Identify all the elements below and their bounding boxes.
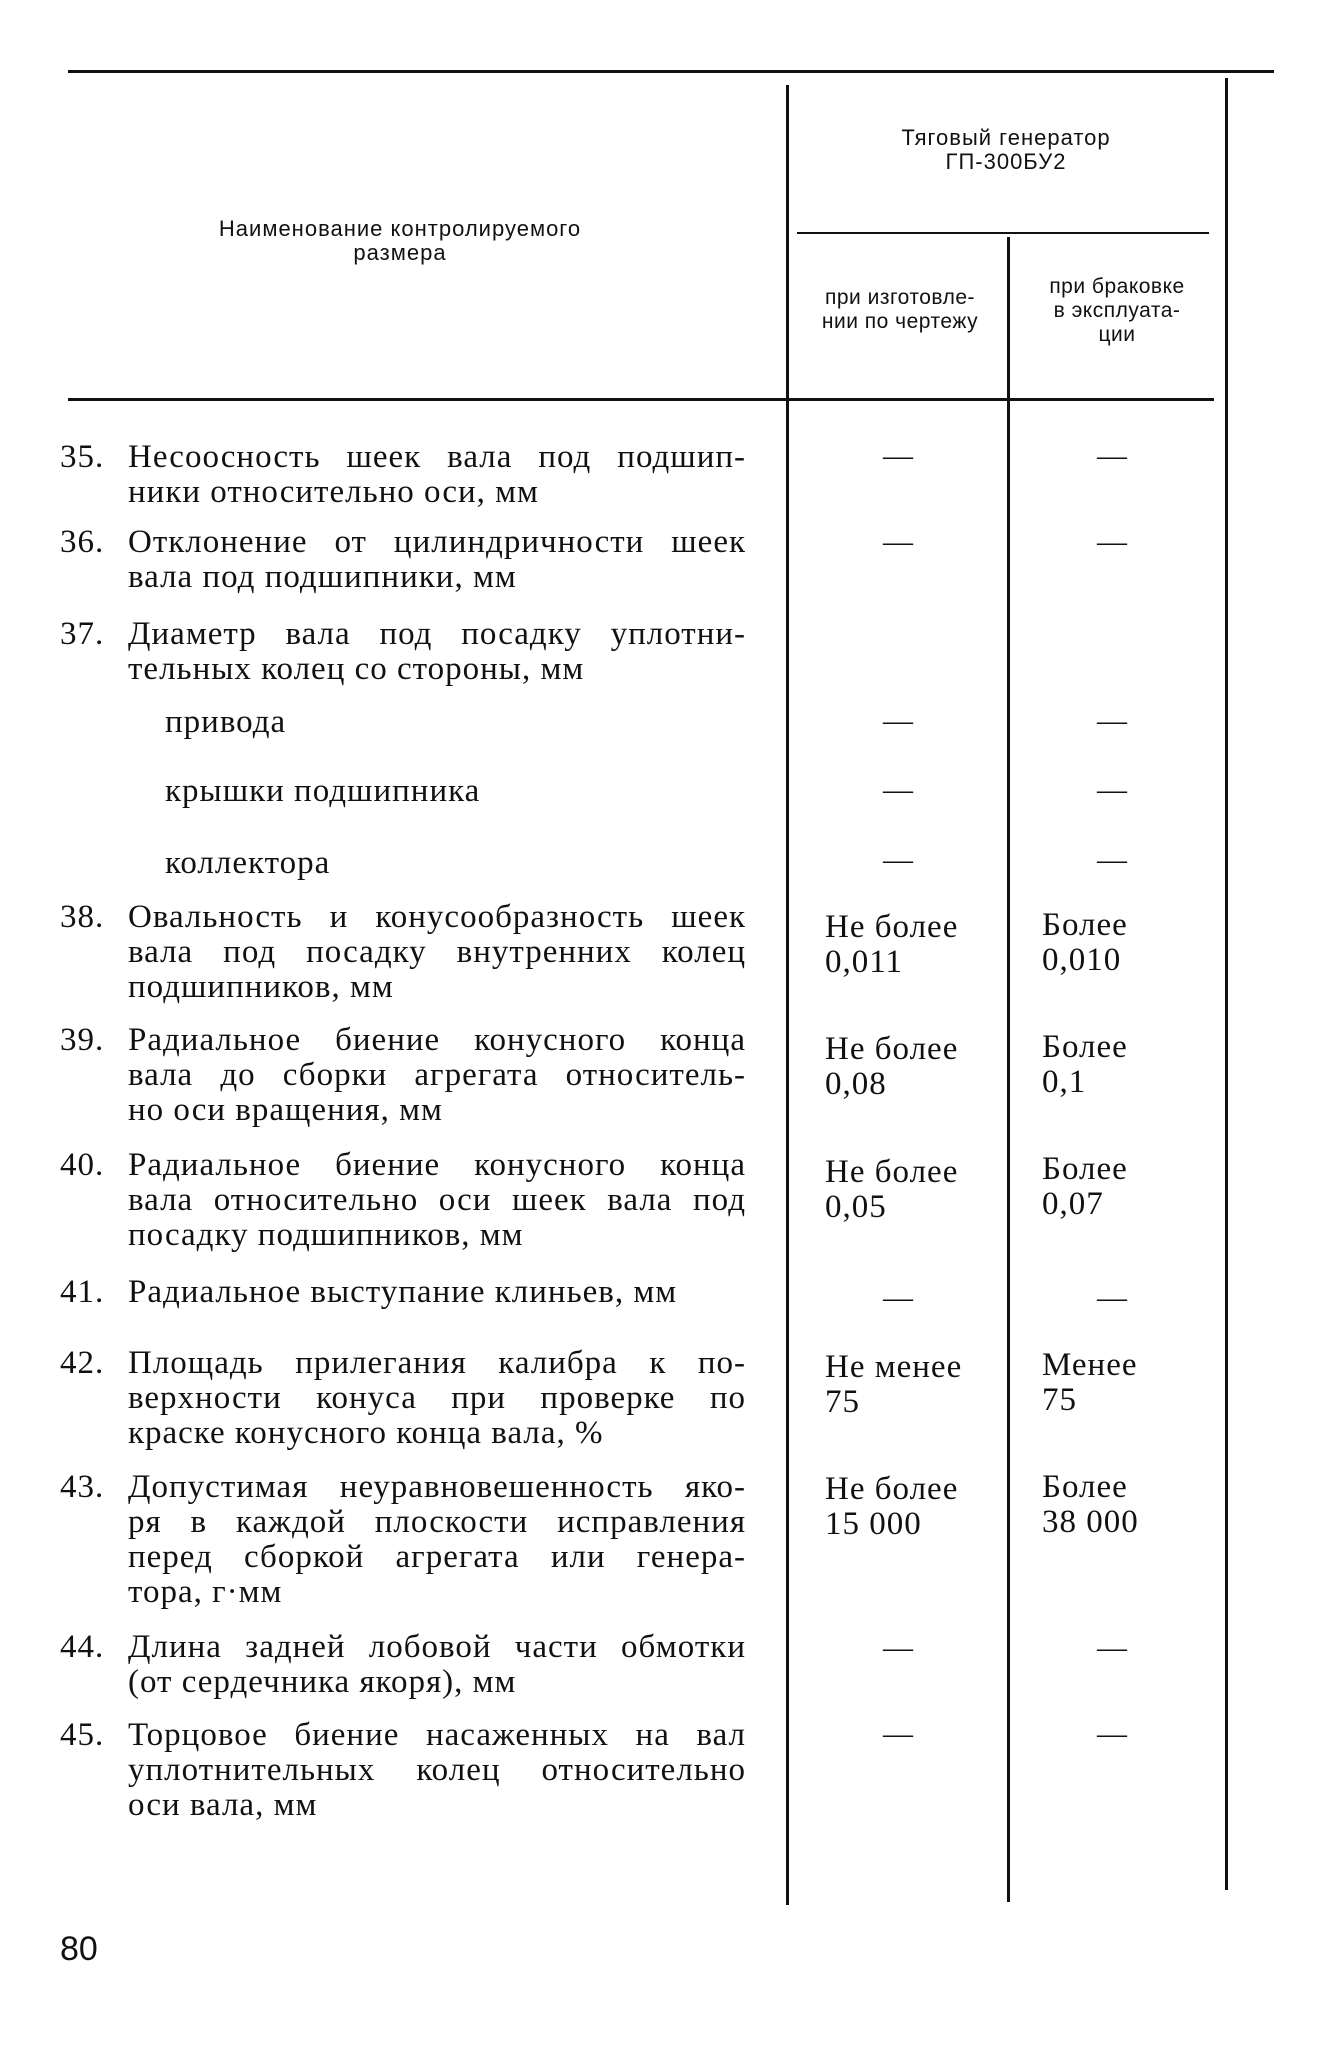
row-44-reject: — <box>1097 1631 1127 1664</box>
row-40-reject <box>1042 1152 1242 1222</box>
row-38-line-1: Овальность и конусообразность шеек <box>128 899 746 935</box>
row-40-description <box>128 1148 746 1253</box>
row-36-reject: — <box>1097 525 1127 558</box>
row-40-line-1: Радиальное биение конусного конца <box>128 1147 746 1183</box>
row-39-line-3: но оси вращения, мм <box>128 1092 443 1128</box>
row-42-reject-line-2: 75 <box>1042 1382 1077 1418</box>
row-39-line-1: Радиальное биение конусного конца <box>128 1022 746 1058</box>
row-45-manufacture: — <box>883 1717 913 1750</box>
row-38-reject-line-1: Более <box>1042 907 1128 943</box>
row-43-line-2: ря в каждой плоскости исправления <box>128 1504 746 1540</box>
row-36-line-1: Отклонение от цилиндричности шеек <box>128 524 746 560</box>
row-39-description <box>128 1023 746 1128</box>
row-43-description <box>128 1470 746 1610</box>
header-manufacture-line-2: нии по чертежу <box>821 310 979 333</box>
row-38-number: 38. <box>60 899 105 935</box>
row-42-line-3: краске конусного конца вала, % <box>128 1415 604 1451</box>
row-41-number: 41. <box>60 1274 105 1310</box>
row-35-manufacture: — <box>883 439 913 472</box>
row-41-manufacture: — <box>883 1281 913 1314</box>
row-45-number: 45. <box>60 1717 105 1753</box>
row-40-reject-line-1: Более <box>1042 1151 1128 1187</box>
header-group-line-1: Тяговый генератор <box>901 125 1111 150</box>
header-reject-line-1: при браковке <box>1049 275 1185 298</box>
column-rule-1 <box>786 85 789 1905</box>
row-37-bearing-cover-reject: — <box>1097 773 1127 806</box>
row-42-manufacture-line-2: 75 <box>825 1384 860 1420</box>
row-42-reject <box>1042 1348 1242 1418</box>
row-38-manufacture-line-2: 0,011 <box>825 944 904 980</box>
header-manufacture-line-1: при изготовле- <box>824 286 976 309</box>
row-37-description <box>128 617 746 687</box>
row-39-line-2: вала до сборки агрегата относитель- <box>128 1057 746 1093</box>
row-44-line-2: (от сердечника якоря), мм <box>128 1664 517 1700</box>
row-39-reject-line-1: Более <box>1042 1029 1128 1065</box>
row-39-number: 39. <box>60 1022 105 1058</box>
row-37-sub-drive: привода <box>165 704 287 740</box>
row-43-manufacture-line-1: Не более <box>825 1471 959 1507</box>
row-36-number: 36. <box>60 524 105 560</box>
header-name-line-1: Наименование контролируемого <box>218 216 582 241</box>
row-39-reject-line-2: 0,1 <box>1042 1064 1087 1100</box>
header-name-line-2: размера <box>353 240 447 265</box>
column-rule-3 <box>1225 78 1228 1890</box>
row-37-bearing-cover-manufacture: — <box>883 773 913 806</box>
row-41-reject: — <box>1097 1281 1127 1314</box>
row-43-number: 43. <box>60 1469 105 1505</box>
row-44-description <box>128 1630 746 1700</box>
row-42-number: 42. <box>60 1345 105 1381</box>
row-41-line-1: Радиальное выступание клиньев, мм <box>128 1274 678 1310</box>
row-42-manufacture <box>825 1350 1035 1420</box>
row-43-manufacture <box>825 1472 1035 1542</box>
row-40-manufacture-line-2: 0,05 <box>825 1189 887 1225</box>
row-40-number: 40. <box>60 1147 105 1183</box>
row-40-manufacture-line-1: Не более <box>825 1154 959 1190</box>
row-42-reject-line-1: Менее <box>1042 1347 1138 1383</box>
row-39-reject <box>1042 1030 1242 1100</box>
row-36-manufacture: — <box>883 525 913 558</box>
row-45-reject: — <box>1097 1717 1127 1750</box>
row-39-manufacture-line-2: 0,08 <box>825 1066 887 1102</box>
row-38-reject <box>1042 908 1242 978</box>
row-44-line-1: Длина задней лобовой части обмотки <box>128 1629 746 1665</box>
top-rule <box>68 70 1274 73</box>
header-reject <box>1012 275 1222 347</box>
row-35-line-2: ники относительно оси, мм <box>128 474 539 510</box>
row-35-reject: — <box>1097 439 1127 472</box>
row-43-line-1: Допустимая неуравновешенность яко- <box>128 1469 746 1505</box>
row-43-reject <box>1042 1470 1242 1540</box>
row-37-sub-collector: коллектора <box>165 845 331 881</box>
row-42-manufacture-line-1: Не менее <box>825 1349 963 1385</box>
row-35-line-1: Несоосность шеек вала под подшип- <box>128 439 746 475</box>
row-38-manufacture-line-1: Не более <box>825 909 959 945</box>
header-manufacture <box>790 286 1010 334</box>
page-number: 80 <box>60 1930 98 1968</box>
row-41-description <box>128 1275 746 1310</box>
row-37-drive-manufacture: — <box>883 704 913 737</box>
row-45-description <box>128 1718 746 1823</box>
row-43-reject-line-1: Более <box>1042 1469 1128 1505</box>
row-37-collector-reject: — <box>1097 843 1127 876</box>
row-35-number: 35. <box>60 439 105 475</box>
row-42-description <box>128 1346 746 1451</box>
row-43-line-3: перед сборкой агрегата или генера- <box>128 1539 746 1575</box>
header-group-line-2: ГП-300БУ2 <box>945 149 1067 174</box>
row-36-line-2: вала под подшипники, мм <box>128 559 517 595</box>
row-38-line-2: вала под посадку внутренних колец <box>128 934 746 970</box>
row-37-drive-reject: — <box>1097 704 1127 737</box>
row-44-manufacture: — <box>883 1631 913 1664</box>
row-36-description <box>128 525 746 595</box>
header-name-column <box>150 217 650 265</box>
row-38-description <box>128 900 746 1005</box>
header-reject-line-3: ции <box>1098 323 1136 346</box>
row-44-number: 44. <box>60 1629 105 1665</box>
row-40-manufacture <box>825 1155 1035 1225</box>
row-37-sub-bearing-cover: крышки подшипника <box>165 773 481 809</box>
row-39-manufacture-line-1: Не более <box>825 1031 959 1067</box>
row-38-line-3: подшипников, мм <box>128 969 394 1005</box>
row-37-number: 37. <box>60 616 105 652</box>
header-reject-line-2: в эксплуата- <box>1053 299 1181 322</box>
row-38-manufacture <box>825 910 1035 980</box>
row-45-line-1: Торцовое биение насаженных на вал <box>128 1717 746 1753</box>
row-40-line-2: вала относительно оси шеек вала под <box>128 1182 746 1218</box>
row-39-manufacture <box>825 1032 1035 1102</box>
row-45-line-3: оси вала, мм <box>128 1787 318 1823</box>
row-37-collector-manufacture: — <box>883 843 913 876</box>
header-bottom-rule <box>68 398 1214 401</box>
row-40-line-3: посадку подшипников, мм <box>128 1217 524 1253</box>
row-35-description <box>128 440 746 510</box>
row-40-reject-line-2: 0,07 <box>1042 1186 1104 1222</box>
row-43-reject-line-2: 38 000 <box>1042 1504 1139 1540</box>
row-42-line-2: верхности конуса при проверке по <box>128 1380 746 1416</box>
row-37-line-1: Диаметр вала под посадку уплотни- <box>128 616 746 652</box>
row-43-line-4: тора, г·мм <box>128 1574 283 1610</box>
group-divider-rule <box>797 232 1209 234</box>
row-42-line-1: Площадь прилегания калибра к по- <box>128 1345 746 1381</box>
row-37-line-2: тельных колец со стороны, мм <box>128 651 585 687</box>
row-45-line-2: уплотнительных колец относительно <box>128 1752 746 1788</box>
row-43-manufacture-line-2: 15 000 <box>825 1506 922 1542</box>
row-38-reject-line-2: 0,010 <box>1042 942 1122 978</box>
header-group <box>800 126 1212 174</box>
